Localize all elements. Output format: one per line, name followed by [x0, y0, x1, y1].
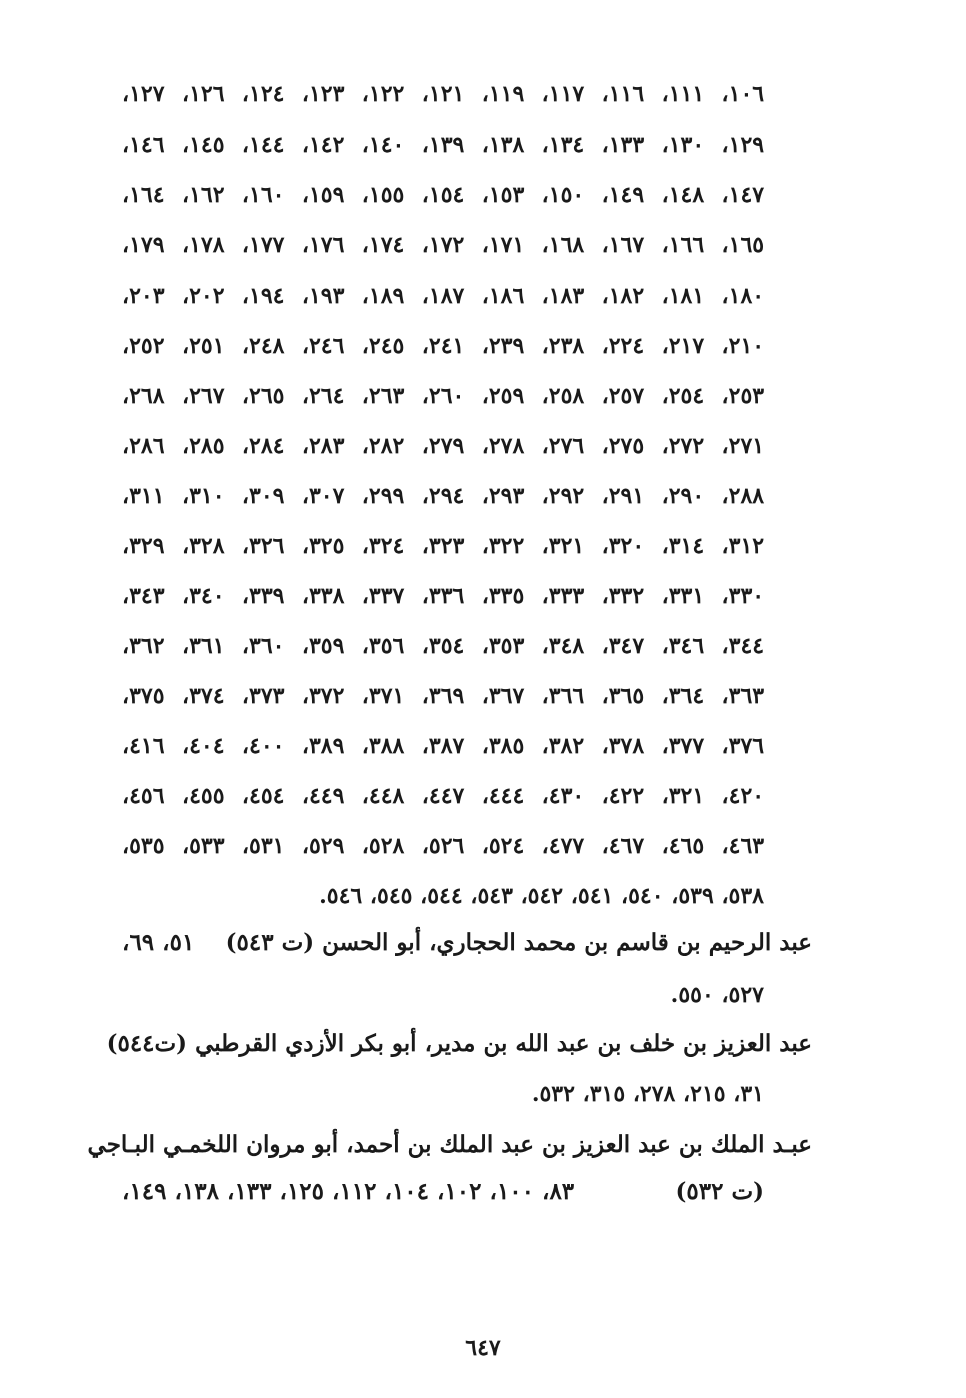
entry-continuation	[122, 1170, 764, 1214]
page-number: ٦٤٧	[465, 1335, 501, 1361]
index-line: ١٤٧، ١٤٨، ١٤٩، ١٥٠، ١٥٣، ١٥٤، ١٥٥، ١٥٩، ١٦٠، ١٦٢، ١٦٤،	[122, 182, 765, 208]
entry-name: عبد الرحيم بن قاسم بن محمد الحجاري، أبو الحسن (ت ٥٤٣)	[225, 929, 812, 956]
index-line: ٥٣٨، ٥٣٩، ٥٤٠، ٥٤١، ٥٤٢، ٥٤٣، ٥٤٤، ٥٤٥، ٥٤٦.	[319, 883, 764, 909]
index-line: ١٠٦، ١١١، ١١٦، ١١٧، ١١٩، ١٢١، ١٢٢، ١٢٣، ١٢٤، ١٢٦، ١٢٧،	[122, 81, 765, 107]
entry-continuation: ٥٢٧، ٥٥٠.	[670, 982, 764, 1008]
index-line: ١٨٠، ١٨١، ١٨٢، ١٨٣، ١٨٦، ١٨٧، ١٨٩، ١٩٣، ١٩٤، ٢٠٢، ٢٠٣،	[122, 283, 765, 309]
index-line: ٢٥٣، ٢٥٤، ٢٥٧، ٢٥٨، ٢٥٩، ٢٦٠، ٢٦٣، ٢٦٤، ٢٦٥، ٢٦٧، ٢٦٨،	[122, 383, 765, 409]
entry-refs: ٨٣، ١٠٠، ١٠٢، ١٠٤، ١١٢، ١٢٥، ١٣٣، ١٣٨، ١٤٩،	[122, 1178, 575, 1205]
index-line: ٢١٠، ٢١٧، ٢٢٤، ٢٣٨، ٢٣٩، ٢٤١، ٢٤٥، ٢٤٦، ٢٤٨، ٢٥١، ٢٥٢،	[122, 333, 765, 359]
index-entry-heading: عبد العزيز بن خلف بن عبد الله بن مدير، أبو بكر الأزدي القرطبي (ت٥٤٤)	[106, 1030, 812, 1057]
index-entry-heading	[122, 921, 812, 965]
index-line: ٣٦٣، ٣٦٤، ٣٦٥، ٣٦٦، ٣٦٧، ٣٦٩، ٣٧١، ٣٧٢، ٣٧٣، ٣٧٤، ٣٧٥،	[122, 683, 765, 709]
index-line: ١٦٥، ١٦٦، ١٦٧، ١٦٨، ١٧١، ١٧٢، ١٧٤، ١٧٦، ١٧٧، ١٧٨، ١٧٩،	[122, 232, 765, 258]
index-line: ٣٣٠، ٣٣١، ٣٣٢، ٣٣٣، ٣٣٥، ٣٣٦، ٣٣٧، ٣٣٨، ٣٣٩، ٣٤٠، ٣٤٣،	[122, 583, 765, 609]
index-line: ٤٢٠، ٣٢١، ٤٢٢، ٤٣٠، ٤٤٤، ٤٤٧، ٤٤٨، ٤٤٩، ٤٥٤، ٤٥٥، ٤٥٦،	[122, 783, 765, 809]
index-line: ٢٨٨، ٢٩٠، ٢٩١، ٢٩٢، ٢٩٣، ٢٩٤، ٢٩٩، ٣٠٧، ٣٠٩، ٣١٠، ٣١١،	[122, 483, 765, 509]
index-entry-heading: عبـد الملك بن عبد العزيز بن عبد الملك بن أحمد، أبو مروان اللخمـي البـاجي	[87, 1131, 812, 1158]
index-line: ٣٧٦، ٣٧٧، ٣٧٨، ٣٨٢، ٣٨٥، ٣٨٧، ٣٨٨، ٣٨٩، ٤٠٠، ٤٠٤، ٤١٦،	[122, 733, 765, 759]
index-line: ٣٤٤، ٣٤٦، ٣٤٧، ٣٤٨، ٣٥٣، ٣٥٤، ٣٥٦، ٣٥٩، ٣٦٠، ٣٦١، ٣٦٢،	[122, 633, 765, 659]
index-line: ٢٧١، ٢٧٢، ٢٧٥، ٢٧٦، ٢٧٨، ٢٧٩، ٢٨٢، ٢٨٣، ٢٨٤، ٢٨٥، ٢٨٦،	[122, 433, 765, 459]
entry-continuation: ٣١، ٢١٥، ٢٧٨، ٣١٥، ٥٣٢.	[531, 1081, 764, 1107]
entry-refs: ٥١، ٦٩،	[122, 929, 195, 956]
index-line: ٣١٢، ٣١٤، ٣٢٠، ٣٢١، ٣٢٢، ٣٢٣، ٣٢٤، ٣٢٥، ٣٢٦، ٣٢٨، ٣٢٩،	[122, 533, 765, 559]
index-line: ١٢٩، ١٣٠، ١٣٣، ١٣٤، ١٣٨، ١٣٩، ١٤٠، ١٤٢، ١٤٤، ١٤٥، ١٤٦،	[122, 132, 765, 158]
entry-date: (ت ٥٣٢)	[675, 1178, 764, 1205]
index-line: ٤٦٣، ٤٦٥، ٤٦٧، ٤٧٧، ٥٢٤، ٥٢٦، ٥٢٨، ٥٢٩، ٥٣١، ٥٣٣، ٥٣٥،	[122, 833, 765, 859]
